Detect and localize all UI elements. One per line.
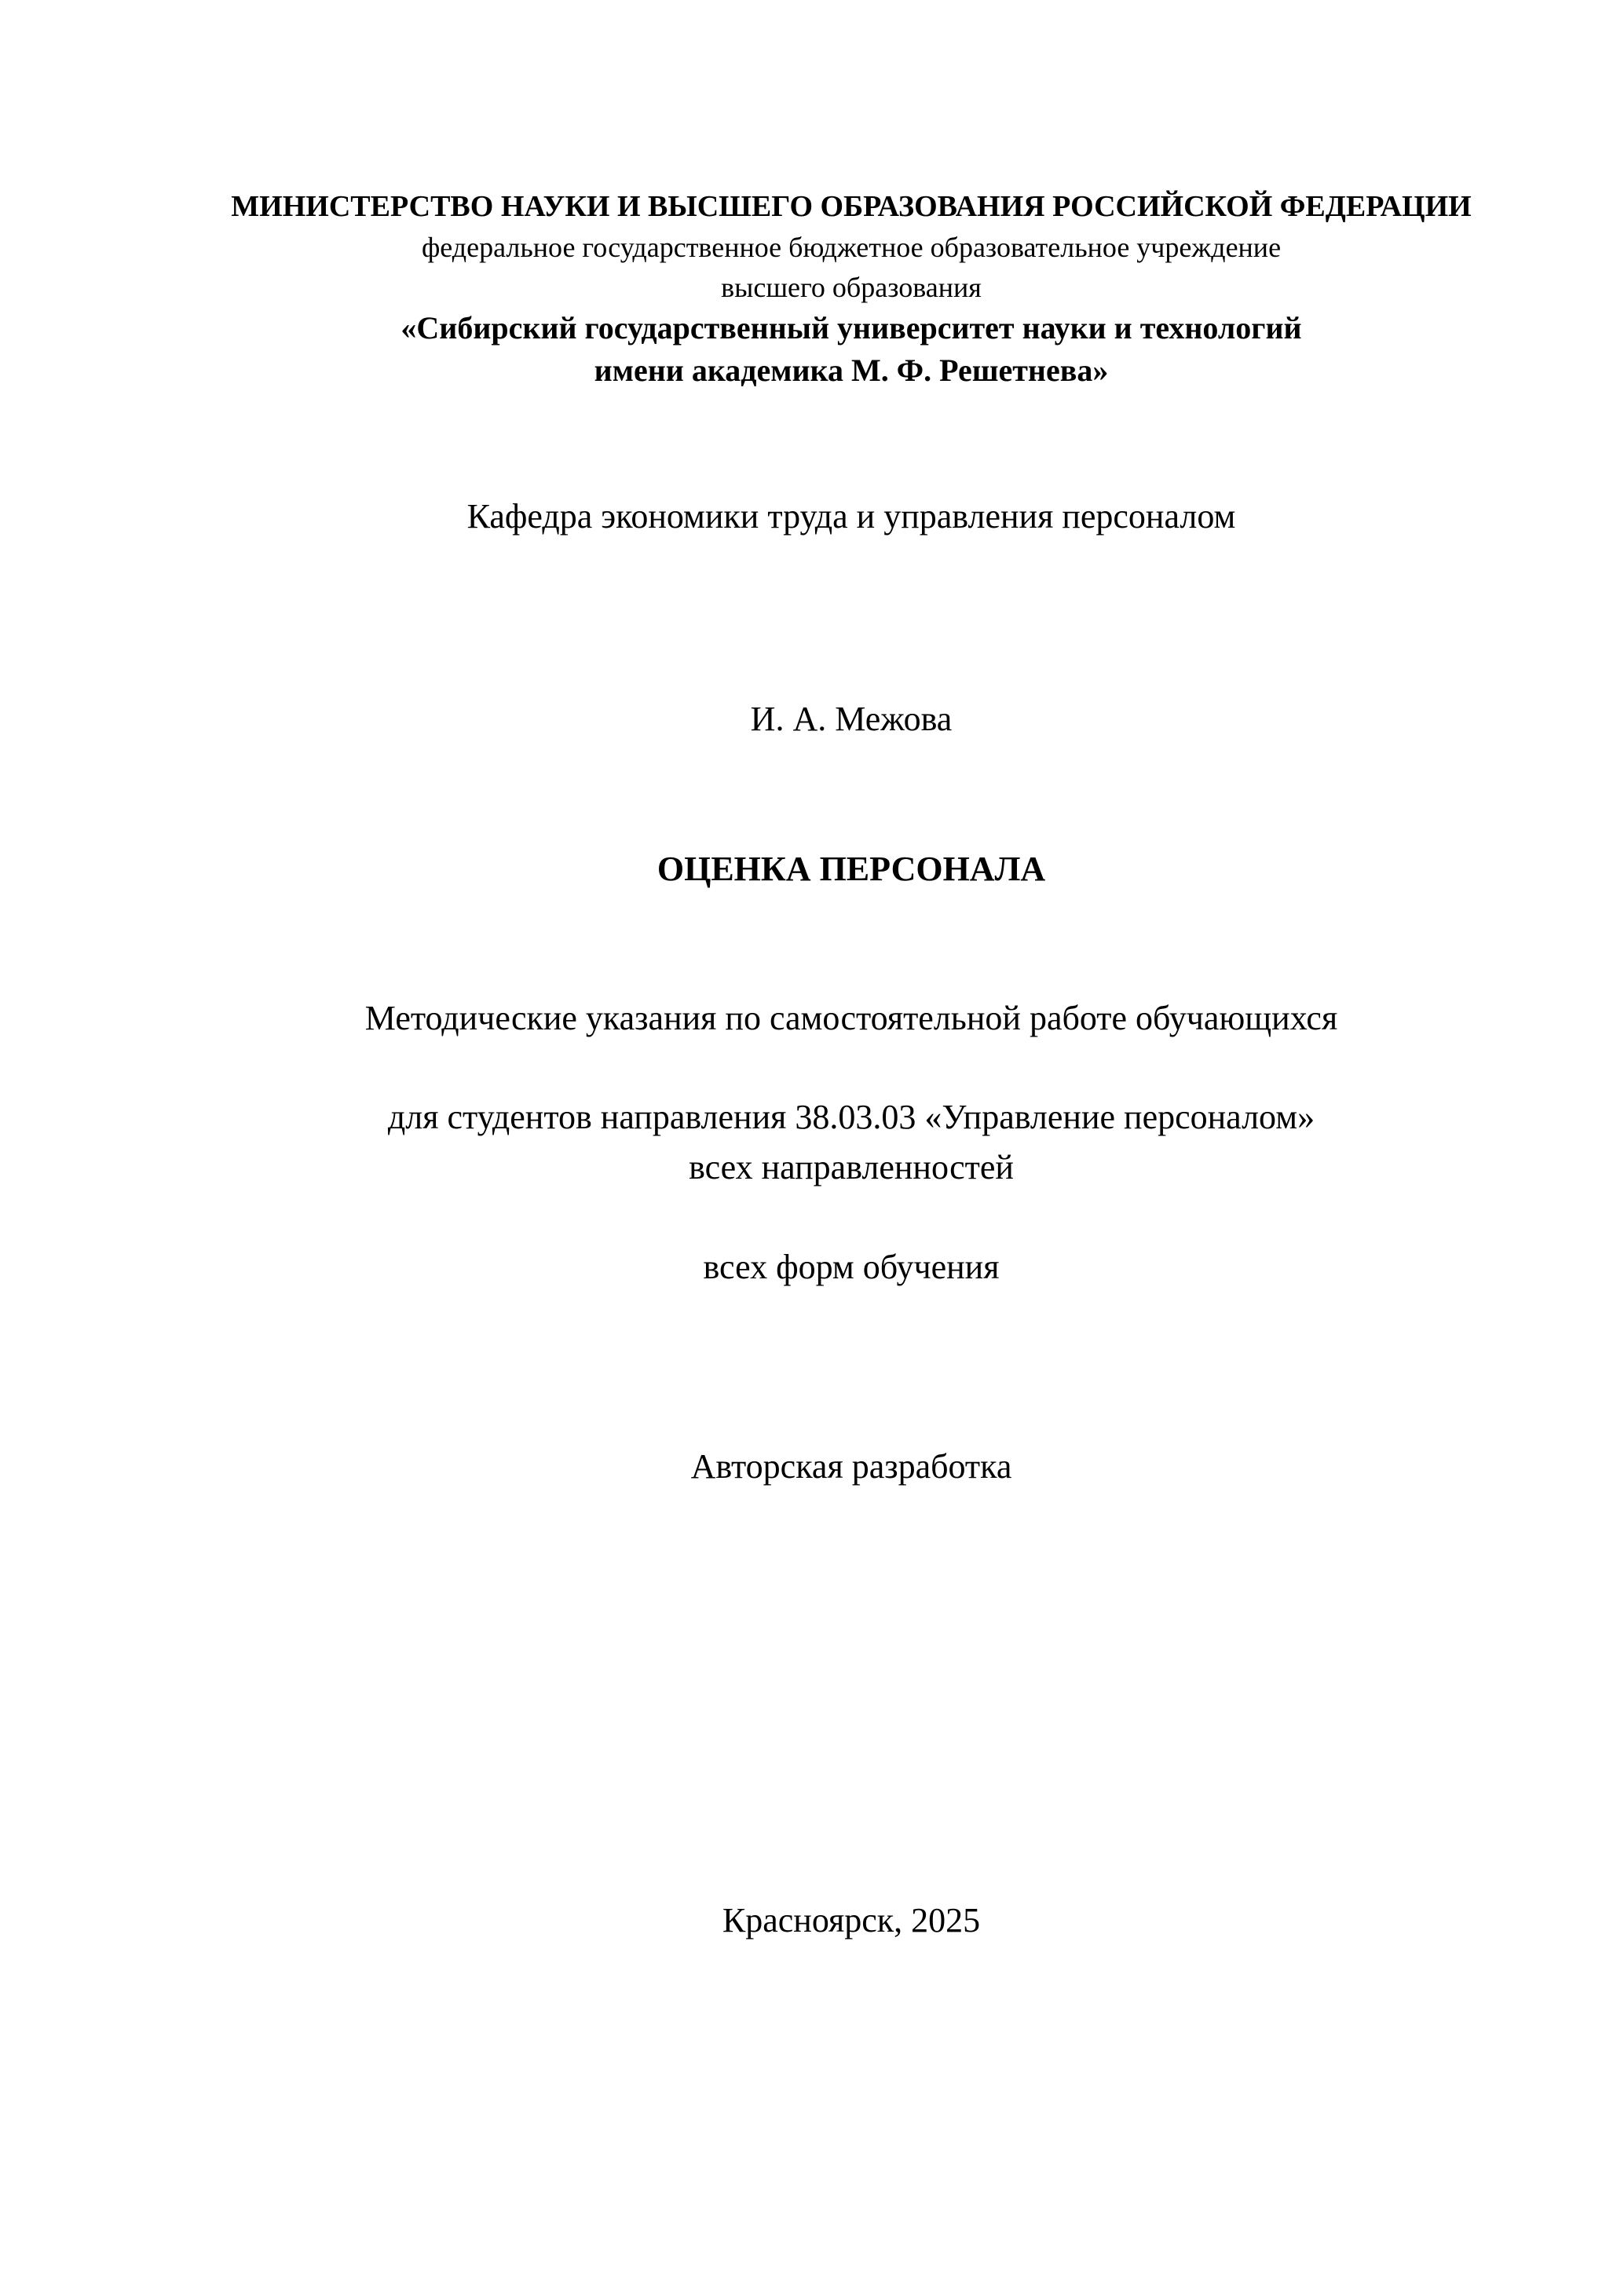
authorship-note: Авторская разработка	[690, 1447, 1012, 1486]
institution-type-line-1: федеральное государственное бюджетное образовательное учреждение	[421, 232, 1282, 263]
study-forms: всех форм обучения	[703, 1248, 1000, 1286]
ministry-heading: МИНИСТЕРСТВО НАУКИ И ВЫСШЕГО ОБРАЗОВАНИЯ РОССИЙСКОЙ ФЕДЕРАЦИИ	[231, 190, 1472, 223]
audience-direction-line-2: всех направленностей	[689, 1148, 1014, 1186]
university-name-line-1: «Сибирский государственный университет науки и технологий	[401, 310, 1302, 345]
audience-direction-line-1: для студентов направления 38.03.03 «Управление персоналом»	[387, 1098, 1315, 1136]
document-title: ОЦЕНКА ПЕРСОНАЛА	[657, 850, 1046, 888]
university-name-line-2: имени академика М. Ф. Решетнева»	[594, 353, 1109, 388]
author-name: И. А. Межова	[750, 700, 953, 738]
department-name: Кафедра экономики труда и управления персоналом	[466, 497, 1236, 536]
city-year: Красноярск, 2025	[722, 1901, 981, 1940]
document-subtitle: Методические указания по самостоятельной работе обучающихся	[364, 999, 1338, 1037]
institution-type-line-2: высшего образования	[721, 272, 982, 303]
